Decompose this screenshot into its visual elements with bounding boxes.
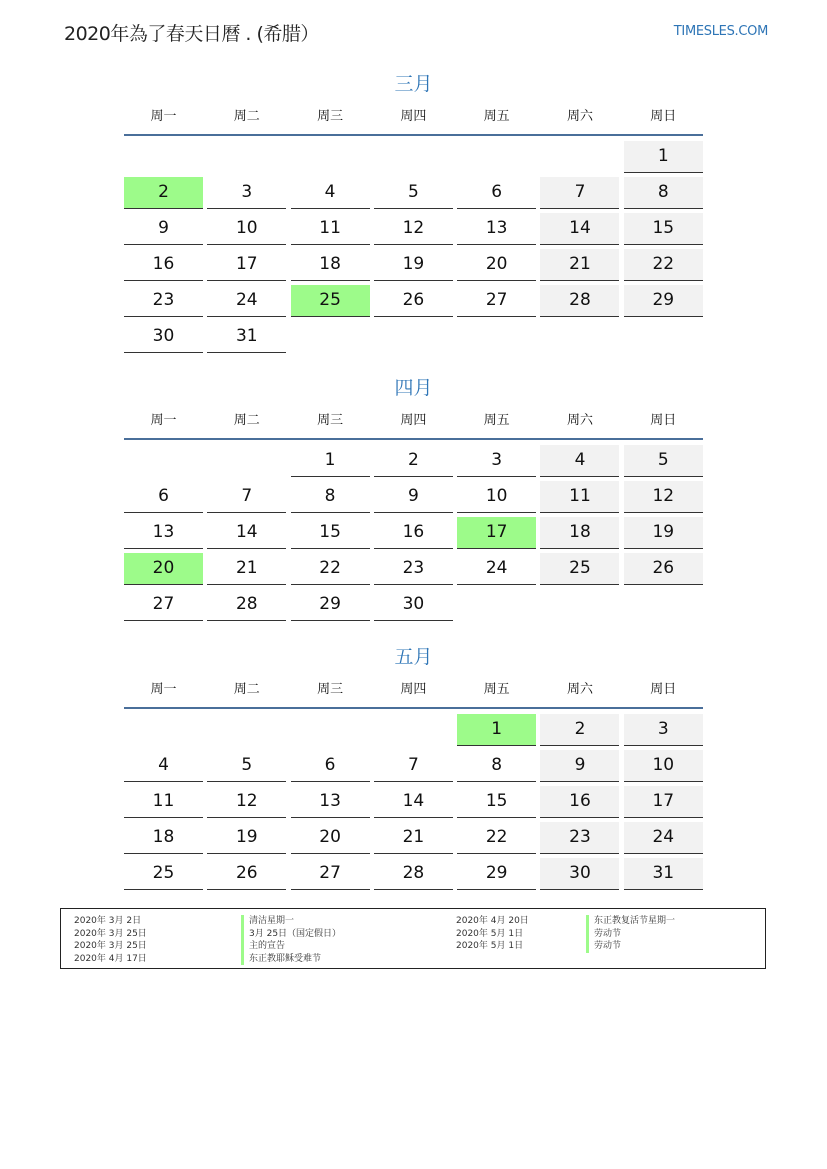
- week-row: [124, 285, 703, 321]
- empty-day-cell: [291, 141, 370, 172]
- day-cell: 2: [374, 445, 453, 477]
- legend-names-right: [586, 915, 675, 953]
- day-cell: 12: [207, 786, 286, 818]
- day-cell: 5: [374, 177, 453, 209]
- weekday-label: 周三: [317, 682, 344, 697]
- day-cell: 15: [457, 786, 536, 818]
- weekend-day-cell: 2: [540, 714, 619, 746]
- weekday-label: 周三: [317, 413, 344, 428]
- weekday-label: 周六: [566, 413, 593, 428]
- legend-name: 劳动节: [586, 928, 675, 941]
- weekday-label: 周一: [150, 413, 177, 428]
- holiday-day-cell: 1: [457, 714, 536, 746]
- day-cell: 14: [207, 517, 286, 549]
- weekend-day-cell: 31: [624, 858, 703, 890]
- empty-day-cell: [540, 589, 619, 620]
- day-cell: 25: [124, 858, 203, 890]
- empty-day-cell: [124, 141, 203, 172]
- weekend-day-cell: 15: [624, 213, 703, 245]
- day-cell: 30: [374, 589, 453, 621]
- weekend-day-cell: 16: [540, 786, 619, 818]
- month-title: 四月: [394, 377, 433, 399]
- legend-date: 2020年 3月 2日: [74, 916, 142, 926]
- day-cell: 21: [374, 822, 453, 854]
- legend-name: 3月 25日（国定假日）: [241, 928, 341, 941]
- weekday-header: [124, 411, 703, 431]
- weekend-day-cell: 21: [540, 249, 619, 281]
- day-cell: 12: [374, 213, 453, 245]
- weekend-day-cell: 30: [540, 858, 619, 890]
- week-row: [124, 858, 703, 894]
- weekend-day-cell: 19: [624, 517, 703, 549]
- weekend-day-cell: 7: [540, 177, 619, 209]
- empty-day-cell: [207, 141, 286, 172]
- holiday-day-cell: 17: [457, 517, 536, 549]
- empty-day-cell: [624, 321, 703, 352]
- week-row: [124, 517, 703, 553]
- holiday-day-cell: 25: [291, 285, 370, 317]
- day-cell: 13: [291, 786, 370, 818]
- weekend-day-cell: 14: [540, 213, 619, 245]
- day-cell: 29: [291, 589, 370, 621]
- day-cell: 3: [457, 445, 536, 477]
- weekend-day-cell: 29: [624, 285, 703, 317]
- day-cell: 24: [207, 285, 286, 317]
- weekend-day-cell: 12: [624, 481, 703, 513]
- day-cell: 16: [374, 517, 453, 549]
- weekday-label: 周日: [650, 109, 677, 124]
- weekday-label: 周日: [650, 682, 677, 697]
- week-row: [124, 714, 703, 750]
- week-row: [124, 786, 703, 822]
- holiday-day-cell: 2: [124, 177, 203, 209]
- empty-day-cell: [457, 321, 536, 352]
- weekday-label: 周二: [233, 682, 260, 697]
- day-cell: 1: [291, 445, 370, 477]
- empty-day-cell: [624, 589, 703, 620]
- weekend-day-cell: 17: [624, 786, 703, 818]
- day-cell: 6: [291, 750, 370, 782]
- weekend-day-cell: 5: [624, 445, 703, 477]
- weekday-label: 周二: [233, 109, 260, 124]
- day-cell: 6: [457, 177, 536, 209]
- day-cell: 4: [124, 750, 203, 782]
- day-cell: 29: [457, 858, 536, 890]
- empty-day-cell: [291, 321, 370, 352]
- day-cell: 20: [291, 822, 370, 854]
- empty-day-cell: [374, 321, 453, 352]
- day-cell: 9: [124, 213, 203, 245]
- day-cell: 10: [207, 213, 286, 245]
- weekend-day-cell: 18: [540, 517, 619, 549]
- day-cell: 31: [207, 321, 286, 353]
- weekend-day-cell: 4: [540, 445, 619, 477]
- week-row: [124, 750, 703, 786]
- weekend-day-cell: 1: [624, 141, 703, 173]
- empty-day-cell: [124, 445, 203, 476]
- day-cell: 22: [291, 553, 370, 585]
- weekend-day-cell: 10: [624, 750, 703, 782]
- day-cell: 8: [291, 481, 370, 513]
- week-row: [124, 589, 703, 625]
- day-cell: 15: [291, 517, 370, 549]
- empty-day-cell: [540, 141, 619, 172]
- legend-dates-left: [74, 915, 147, 965]
- weekend-day-cell: 9: [540, 750, 619, 782]
- day-cell: 26: [374, 285, 453, 317]
- day-cell: 18: [291, 249, 370, 281]
- day-cell: 28: [374, 858, 453, 890]
- month-may: [124, 645, 703, 894]
- weekday-label: 周四: [400, 682, 427, 697]
- day-cell: 19: [207, 822, 286, 854]
- weekend-day-cell: 8: [624, 177, 703, 209]
- day-cell: 8: [457, 750, 536, 782]
- day-cell: 4: [291, 177, 370, 209]
- holiday-legend: [60, 908, 766, 969]
- weekday-label: 周日: [650, 413, 677, 428]
- day-cell: 7: [207, 481, 286, 513]
- month-march: [124, 72, 703, 357]
- weekday-label: 周一: [150, 682, 177, 697]
- week-row: [124, 445, 703, 481]
- day-cell: 18: [124, 822, 203, 854]
- week-row: [124, 481, 703, 517]
- week-row: [124, 321, 703, 357]
- day-cell: 23: [374, 553, 453, 585]
- day-cell: 22: [457, 822, 536, 854]
- month-april: [124, 376, 703, 625]
- weekday-label: 周六: [566, 682, 593, 697]
- day-cell: 27: [124, 589, 203, 621]
- legend-date: 2020年 4月 17日: [74, 953, 147, 964]
- day-cell: 14: [374, 786, 453, 818]
- calendar-grid: [124, 136, 703, 357]
- day-cell: 20: [457, 249, 536, 281]
- day-cell: 13: [457, 213, 536, 245]
- empty-day-cell: [374, 714, 453, 745]
- weekday-label: 周五: [483, 413, 510, 428]
- week-row: [124, 822, 703, 858]
- weekend-day-cell: 26: [624, 553, 703, 585]
- weekday-label: 周三: [317, 109, 344, 124]
- weekday-label: 周一: [150, 109, 177, 124]
- page-title: 2020年為了春天日曆 . (希腊）: [64, 23, 319, 45]
- empty-day-cell: [540, 321, 619, 352]
- day-cell: 10: [457, 481, 536, 513]
- weekday-label: 周五: [483, 109, 510, 124]
- empty-day-cell: [374, 141, 453, 172]
- weekday-label: 周四: [400, 413, 427, 428]
- calendar-grid: [124, 709, 703, 894]
- site-link[interactable]: TIMESLES.COM: [673, 24, 768, 39]
- day-cell: 11: [291, 213, 370, 245]
- day-cell: 27: [457, 285, 536, 317]
- holiday-day-cell: 20: [124, 553, 203, 585]
- week-row: [124, 213, 703, 249]
- day-cell: 30: [124, 321, 203, 353]
- weekend-day-cell: 24: [624, 822, 703, 854]
- day-cell: 19: [374, 249, 453, 281]
- day-cell: 7: [374, 750, 453, 782]
- calendar-grid: [124, 440, 703, 625]
- empty-day-cell: [457, 589, 536, 620]
- weekend-day-cell: 22: [624, 249, 703, 281]
- legend-name: 清洁星期一: [241, 915, 341, 928]
- week-row: [124, 141, 703, 177]
- weekend-day-cell: 3: [624, 714, 703, 746]
- day-cell: 17: [207, 249, 286, 281]
- day-cell: 27: [291, 858, 370, 890]
- legend-names-left: [241, 915, 341, 965]
- weekday-header: [124, 680, 703, 700]
- legend-name: 劳动节: [586, 940, 675, 953]
- weekday-label: 周二: [233, 413, 260, 428]
- legend-date: 2020年 3月 25日: [74, 941, 147, 951]
- empty-day-cell: [207, 445, 286, 476]
- legend-date: 2020年 4月 20日: [456, 916, 529, 926]
- day-cell: 6: [124, 481, 203, 513]
- legend-name: 东正教复活节星期一: [586, 915, 675, 928]
- day-cell: 16: [124, 249, 203, 281]
- legend-name: 主的宣告: [241, 940, 341, 953]
- weekend-day-cell: 11: [540, 481, 619, 513]
- week-row: [124, 249, 703, 285]
- weekday-label: 周四: [400, 109, 427, 124]
- day-cell: 24: [457, 553, 536, 585]
- weekend-day-cell: 28: [540, 285, 619, 317]
- legend-dates-right: [456, 915, 529, 953]
- empty-day-cell: [207, 714, 286, 745]
- legend-date: 2020年 3月 25日: [74, 928, 147, 939]
- legend-date: 2020年 5月 1日: [456, 941, 524, 951]
- month-title: 五月: [394, 646, 433, 668]
- week-row: [124, 553, 703, 589]
- weekend-day-cell: 25: [540, 553, 619, 585]
- day-cell: 26: [207, 858, 286, 890]
- day-cell: 13: [124, 517, 203, 549]
- day-cell: 9: [374, 481, 453, 513]
- legend-date: 2020年 5月 1日: [456, 928, 524, 939]
- weekday-label: 周六: [566, 109, 593, 124]
- weekday-header: [124, 107, 703, 127]
- day-cell: 21: [207, 553, 286, 585]
- weekday-label: 周五: [483, 682, 510, 697]
- day-cell: 5: [207, 750, 286, 782]
- month-title: 三月: [394, 73, 433, 95]
- day-cell: 3: [207, 177, 286, 209]
- empty-day-cell: [124, 714, 203, 745]
- day-cell: 11: [124, 786, 203, 818]
- week-row: [124, 177, 703, 213]
- weekend-day-cell: 23: [540, 822, 619, 854]
- day-cell: 28: [207, 589, 286, 621]
- empty-day-cell: [457, 141, 536, 172]
- empty-day-cell: [291, 714, 370, 745]
- legend-name: 东正教耶稣受难节: [241, 953, 341, 966]
- day-cell: 23: [124, 285, 203, 317]
